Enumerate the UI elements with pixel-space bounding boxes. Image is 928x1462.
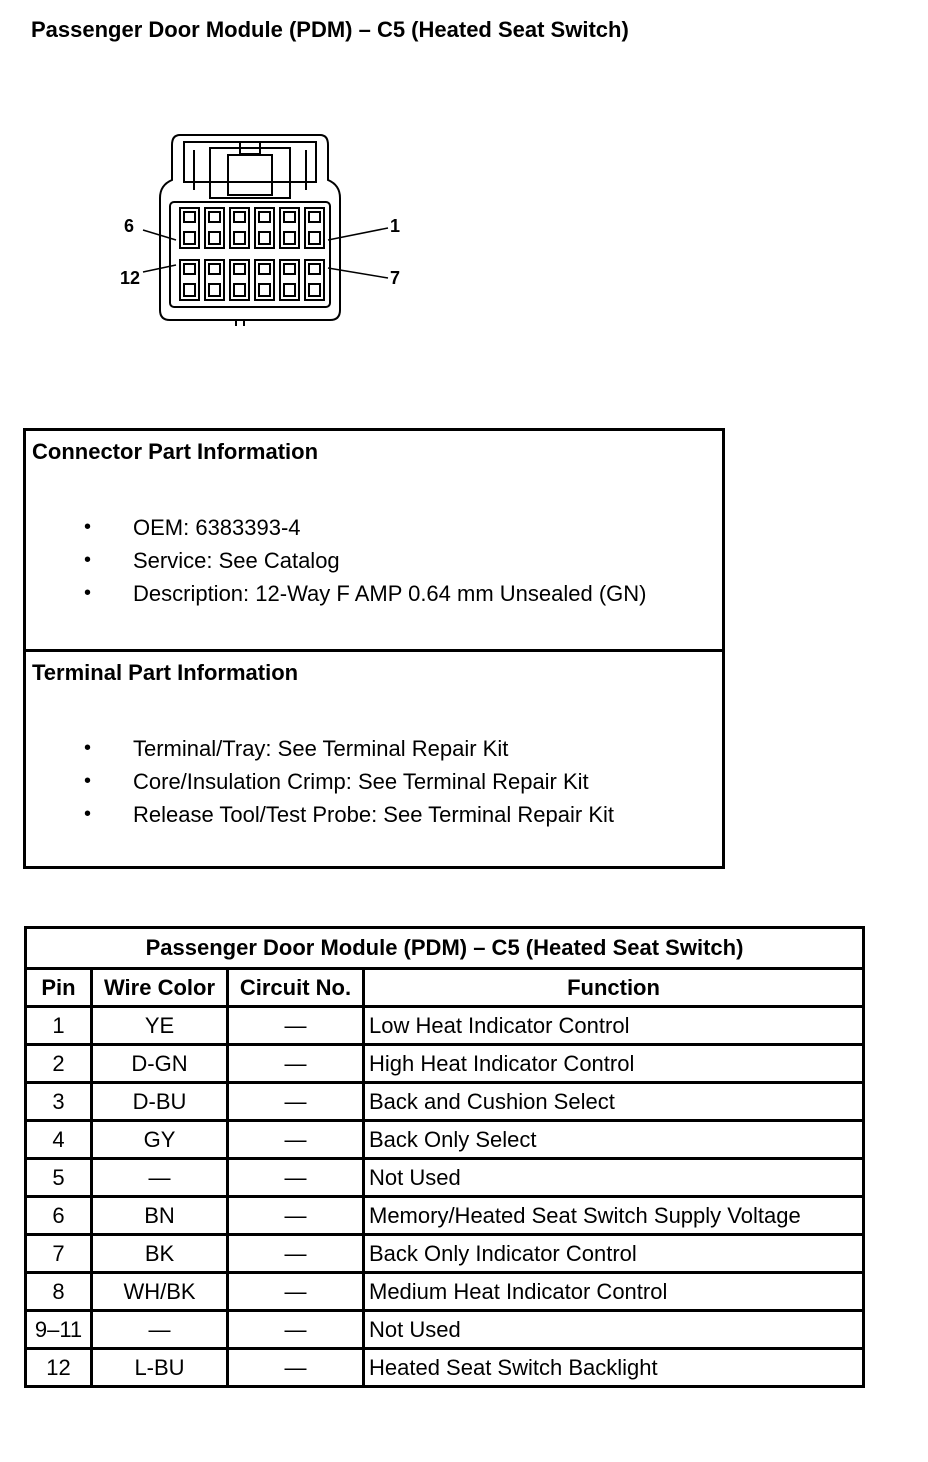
pinout-table [24,926,865,1388]
pinout-table-title: Passenger Door Module (PDM) – C5 (Heated Seat Switch) [26,928,864,969]
terminal-cavity [305,260,324,300]
pin-cell: 9–11 [26,1311,92,1349]
list-item-text: Service: See Catalog [133,548,340,573]
list-item-text: Release Tool/Test Probe: See Terminal Repair Kit [133,802,614,827]
wire-color-cell: WH/BK [92,1273,228,1311]
function-cell: Low Heat Indicator Control [364,1007,864,1045]
function-cell: Not Used [364,1311,864,1349]
wire-color-cell: — [92,1159,228,1197]
pin-cell: 7 [26,1235,92,1273]
circuit-no-cell: — [228,1083,364,1121]
list-item-text: Core/Insulation Crimp: See Terminal Repair Kit [133,769,589,794]
bullet-icon: • [84,516,92,538]
pinout-table-body [26,1007,864,1387]
list-item [26,511,647,544]
column-header-function: Function [364,969,864,1007]
wire-color-cell: — [92,1311,228,1349]
list-item [26,765,614,798]
circuit-no-cell: — [228,1045,364,1083]
wire-color-cell: YE [92,1007,228,1045]
bullet-icon: • [84,737,92,759]
list-item [26,577,647,610]
terminal-cavity [180,208,199,248]
bullet-icon: • [84,803,92,825]
table-row [26,1159,864,1197]
pin-cell: 6 [26,1197,92,1235]
wire-color-cell: D-GN [92,1045,228,1083]
table-row [26,1121,864,1159]
bullet-icon: • [84,549,92,571]
table-header-row [26,969,864,1007]
function-cell: Back Only Select [364,1121,864,1159]
connector-face-diagram [110,120,420,330]
wire-color-cell: BN [92,1197,228,1235]
connector-part-info [26,431,722,652]
terminal-cavity [280,208,299,248]
terminal-cavity [280,260,299,300]
connector-part-info-list [26,511,647,610]
list-item-text: Terminal/Tray: See Terminal Repair Kit [133,736,509,761]
pin-cell: 12 [26,1349,92,1387]
bullet-icon: • [84,582,92,604]
terminal-cavity [230,208,249,248]
terminal-cavity [305,208,324,248]
pin-callout-7: 7 [390,268,401,288]
function-cell: Back and Cushion Select [364,1083,864,1121]
pin-cell: 3 [26,1083,92,1121]
wire-color-cell: GY [92,1121,228,1159]
pin-cell: 1 [26,1007,92,1045]
table-row [26,1273,864,1311]
function-cell: Back Only Indicator Control [364,1235,864,1273]
circuit-no-cell: — [228,1159,364,1197]
function-cell: Not Used [364,1159,864,1197]
table-row [26,1045,864,1083]
pin-cell: 8 [26,1273,92,1311]
circuit-no-cell: — [228,1007,364,1045]
circuit-no-cell: — [228,1121,364,1159]
circuit-no-cell: — [228,1349,364,1387]
pin-callout-1: 1 [390,216,401,236]
circuit-no-cell: — [228,1311,364,1349]
part-information-box [23,428,725,869]
table-row [26,1007,864,1045]
function-cell: Heated Seat Switch Backlight [364,1349,864,1387]
list-item [26,544,647,577]
pin-callout-12: 12 [120,268,141,288]
table-row [26,1235,864,1273]
terminal-cavity [205,260,224,300]
table-row [26,1083,864,1121]
pin-cell: 2 [26,1045,92,1083]
circuit-no-cell: — [228,1197,364,1235]
pin-callout-6: 6 [124,216,135,236]
list-item [26,732,614,765]
terminal-cavity [230,260,249,300]
wire-color-cell: D-BU [92,1083,228,1121]
table-row [26,1349,864,1387]
function-cell: Medium Heat Indicator Control [364,1273,864,1311]
terminal-cavity [205,208,224,248]
terminal-cavity [255,260,274,300]
pin-cell: 5 [26,1159,92,1197]
list-item [26,798,614,831]
terminal-part-info-list [26,732,614,831]
column-header-circuit-no: Circuit No. [228,969,364,1007]
list-item-text: Description: 12-Way F AMP 0.64 mm Unsealed (GN) [133,581,647,606]
function-cell: High Heat Indicator Control [364,1045,864,1083]
bullet-icon: • [84,770,92,792]
table-row [26,1311,864,1349]
circuit-no-cell: — [228,1273,364,1311]
column-header-wire-color: Wire Color [92,969,228,1007]
list-item-text: OEM: 6383393-4 [133,515,301,540]
connector-part-info-heading: Connector Part Information [32,439,319,464]
terminal-cavity [180,260,199,300]
page-title: Passenger Door Module (PDM) – C5 (Heated Seat Switch) [31,17,629,42]
terminal-part-info-heading: Terminal Part Information [32,660,299,685]
function-cell: Memory/Heated Seat Switch Supply Voltage [364,1197,864,1235]
wire-color-cell: L-BU [92,1349,228,1387]
pin-cell: 4 [26,1121,92,1159]
wire-color-cell: BK [92,1235,228,1273]
terminal-cavity [255,208,274,248]
terminal-grid [180,208,324,300]
table-row [26,1197,864,1235]
terminal-part-info [26,652,722,866]
circuit-no-cell: — [228,1235,364,1273]
column-header-pin: Pin [26,969,92,1007]
